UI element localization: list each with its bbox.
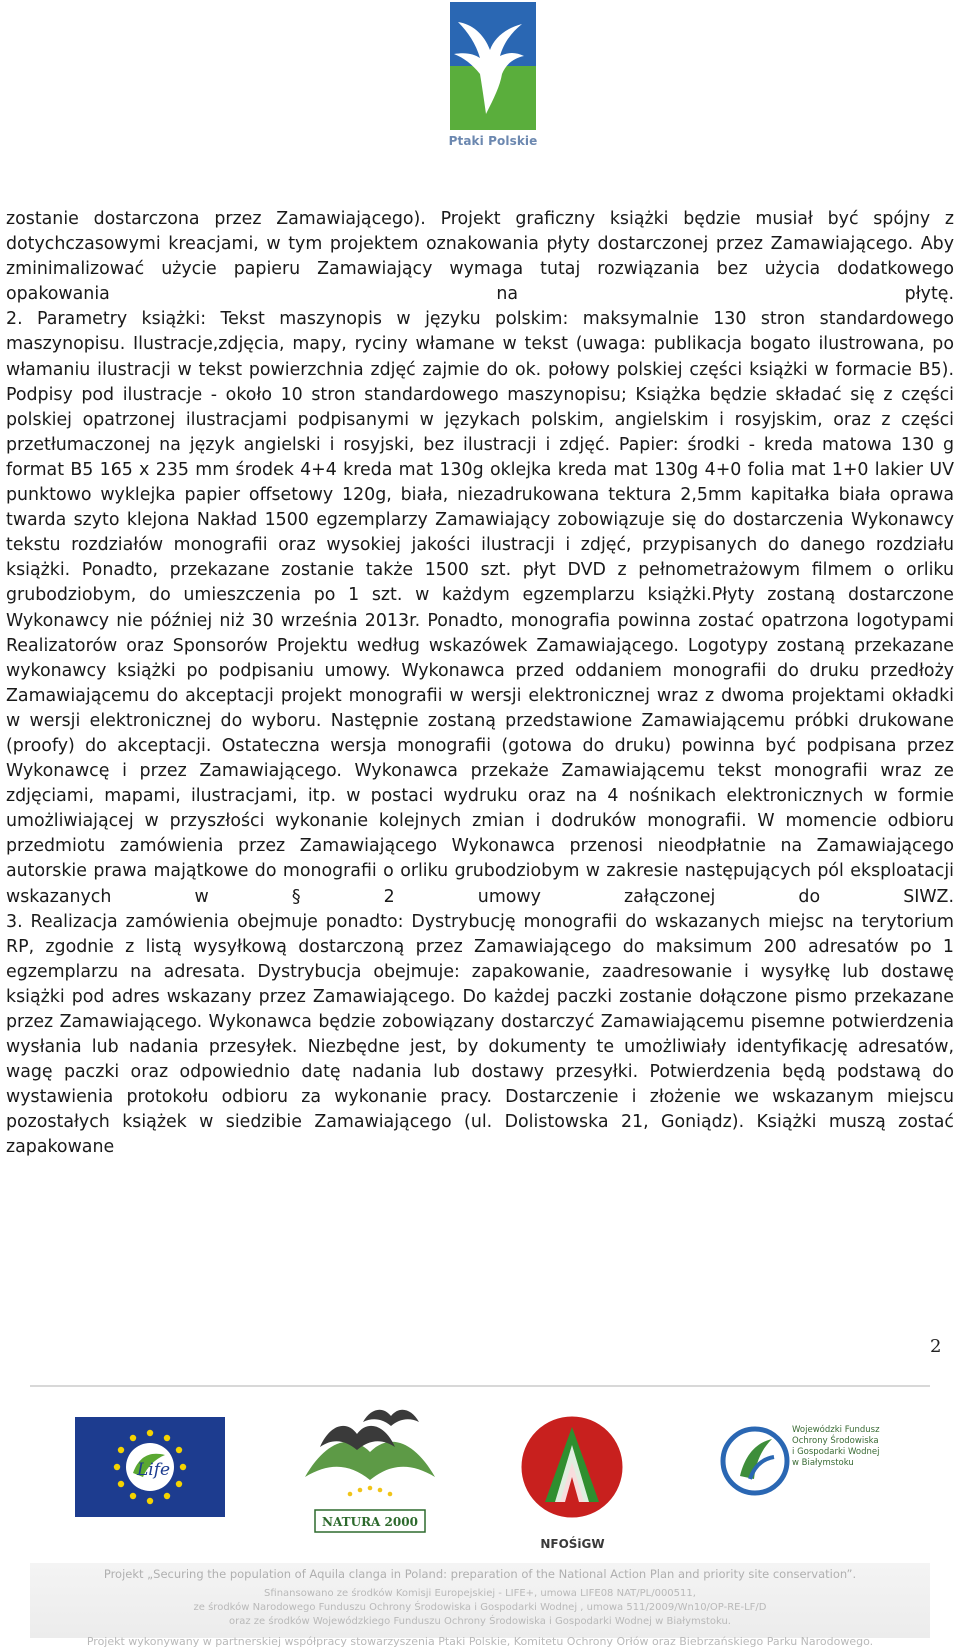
wfos-text bbox=[792, 1425, 932, 1469]
wfos-line: w Białymstoku bbox=[792, 1458, 854, 1468]
funding-line: Sfinansowano ze środków Komisji Europejskiej - LIFE+, umowa LIFE08 NAT/PL/000511, bbox=[264, 1588, 696, 1599]
wfos-line: Wojewódzki Fundusz bbox=[792, 1425, 880, 1435]
funding-statement bbox=[30, 1563, 930, 1648]
paragraph-distribution: 3. Realizacja zamówienia obejmuje ponadto: Dystrybucję monografii do wskazanych miejsc na terytorium RP, zgodnie z listą wysyłkową dostarczoną przez Zamawiającego do maksimum 200 adresatów po 1 egzemplarzu na adresata. Dystrybucja obejmuje: zapakowanie, zaadresowanie i wysyłkę lub dostawę książki pod adres wskazany przez Zamawiającego. Do każdej paczki zostanie dołączone pismo przekazane przez Zamawiającego. Wykonawca będzie zobowiązany dostarczyć Zamawiającemu pisemne potwierdzenia wysłania lub nadania przesyłek. Niezbędne jest, by dokumenty te umożliwiały identyfikację adresatów, wagę paczki oraz odpowiednio datę nadania lub dostawy przesyłki. Potwierdzenia będą podstawą do wystawienia protokołu odbioru za wykonanie pracy. Dostarczenie i złożenie we wskazanym miejscu pozostałych książek w siedzibie Zamawiającego (ul. Dolistowska 21, Goniądz). Książki muszą zostać zapakowane bbox=[6, 911, 954, 1158]
project-title-line: Projekt „Securing the population of Aquila clanga in Poland: preparation of the National Action Plan and priority site conservation”. bbox=[103, 1567, 857, 1581]
partnership-line: Projekt wykonywany w partnerskiej współpracy stowarzyszenia Ptaki Polskie, Komitetu Ochrony Orłów oraz Biebrzańskiego Parku Narodowego. bbox=[86, 1635, 874, 1648]
paragraph-book-parameters: 2. Parametry książki: Tekst maszynopis w języku polskim: maksymalnie 130 stron standardowego maszynopisu. Ilustracje,zdjęcia, mapy, ryciny włamane w tekst (uwaga: publikacja bogato ilustrowana, po włamaniu ilustracji w tekst powierzchnia zdjęć zajmie do ok. połowy polskiej części książki w formacie B5). Podpisy pod ilustracje - około 10 stron standardowego maszynopisu; Książka będzie składać się z części polskiej opatrzonej ilustracjami podpisanymi w językach polskim, angielskim i rosyjskim, oraz z części przetłumaczonej na język angielski i rosyjski, bez ilustracji i zdjęć. Papier: środki - kreda matowa 130 g format B5 165 x 235 mm środek 4+4 kreda mat 130g oklejka kreda mat 130g 4+0 folia mat 1+0 lakier UV punktowo wyklejka papier offsetowy 120g, biała, niezadrukowana tektura 2,5mm kapitałka biała oprawa twarda szyto klejona Nakład 1500 egzemplarzy Zamawiający zobowiązuje się do dostarczenia Wykonawcy tekstu rozdziałów monografii oraz wysokiej jakości ilustracji i zdjęć, przypisanych do danego rozdziału książki. Ponadto, przekazane zostanie także 1500 szt. płyt DVD z pełnometrażowym filmem o orliku grubodziobym, do umieszczenia po 1 szt. w każdym egzemplarzu książki.Płyty zostaną dostarczone Wykonawcy nie później niż 30 września 2013r. Ponadto, monografia powinna zostać opatrzona logotypami Realizatorów oraz Sponsorów Projektu według wskazówek Zamawiającego. Logotypy zostaną przekazane wykonawcy książki po podpisaniu umowy. Wykonawca przed oddaniem monografii do druku przedłoży Zamawiającemu do akceptacji projekt monografii w wersji elektronicznej wraz z dwoma projektami okładki w wersji elektronicznej do wyboru. Następnie zostaną przedstawione Zamawiającemu próbki drukowane (proofy) do akceptacji. Ostateczna wersja monografii (gotowa do druku) powinna być podpisana przez Wykonawcę i przez Zamawiającego. Wykonawca przekaże Zamawiającemu tekst monografii wraz ze zdjęciami, mapami, ilustracjami, itp. w postaci wydruku oraz na 4 nośnikach elektronicznych w formie umożliwiającej w przyszłości wykonanie kolejnych zmian i dodruków monografii. W momencie odbioru przedmiotu zamówienia przez Zamawiającego Wykonawca przenosi nieodpłatnie na Zamawiającego autorskie prawa majątkowe do monografii o orliku grubodziobym w zakresie następujących pól eksploatacji wskazanych w § 2 umowy załączonej do SIWZ. bbox=[6, 309, 954, 907]
sponsor-logo-row bbox=[30, 1387, 930, 1577]
eu-life-logo bbox=[75, 1417, 225, 1517]
eu-flag-icon bbox=[75, 1417, 225, 1517]
funding-line: ze środków Narodowego Funduszu Ochrony Środowiska i Gospodarki Wodnej , umowa 511/2009/Wn10/OP-RE-LF/D bbox=[193, 1602, 767, 1613]
flying-birds-icon bbox=[295, 1402, 445, 1542]
wfos-emblem-icon bbox=[720, 1421, 790, 1501]
life-label: Life bbox=[137, 1460, 171, 1480]
nfosigw-logo bbox=[515, 1407, 630, 1557]
document-body bbox=[6, 207, 954, 1161]
nfosigw-label: NFOŚiGW bbox=[540, 1537, 605, 1551]
natura-2000-logo bbox=[295, 1402, 445, 1542]
sponsor-footer bbox=[30, 1387, 930, 1648]
natura-label: NATURA 2000 bbox=[322, 1515, 418, 1529]
nfosigw-emblem-icon bbox=[515, 1407, 630, 1532]
page-number: 2 bbox=[930, 1336, 942, 1357]
wfosigw-logo bbox=[720, 1417, 930, 1517]
ptaki-polskie-logo bbox=[450, 2, 536, 152]
paragraph-intro: zostanie dostarczona przez Zamawiającego). Projekt graficzny książki będzie musiał być spójny z dotychczasowymi kreacjami, w tym projektem oznakowania płyty dostarczonej przez Zamawiającego. Aby zminimalizować użycie papieru Zamawiający wymaga tutaj rozwiązania bez użycia dodatkowego opakowania na płytę. bbox=[6, 209, 954, 305]
bird-logo-icon bbox=[450, 2, 536, 130]
wfos-line: Ochrony Środowiska bbox=[792, 1436, 879, 1446]
brand-name: Ptaki Polskie bbox=[448, 134, 538, 148]
funding-line: oraz ze środków Wojewódzkiego Funduszu Ochrony Środowiska i Gospodarki Wodnej w Białymstoku. bbox=[229, 1616, 731, 1627]
wfos-line: i Gospodarki Wodnej bbox=[792, 1447, 880, 1457]
